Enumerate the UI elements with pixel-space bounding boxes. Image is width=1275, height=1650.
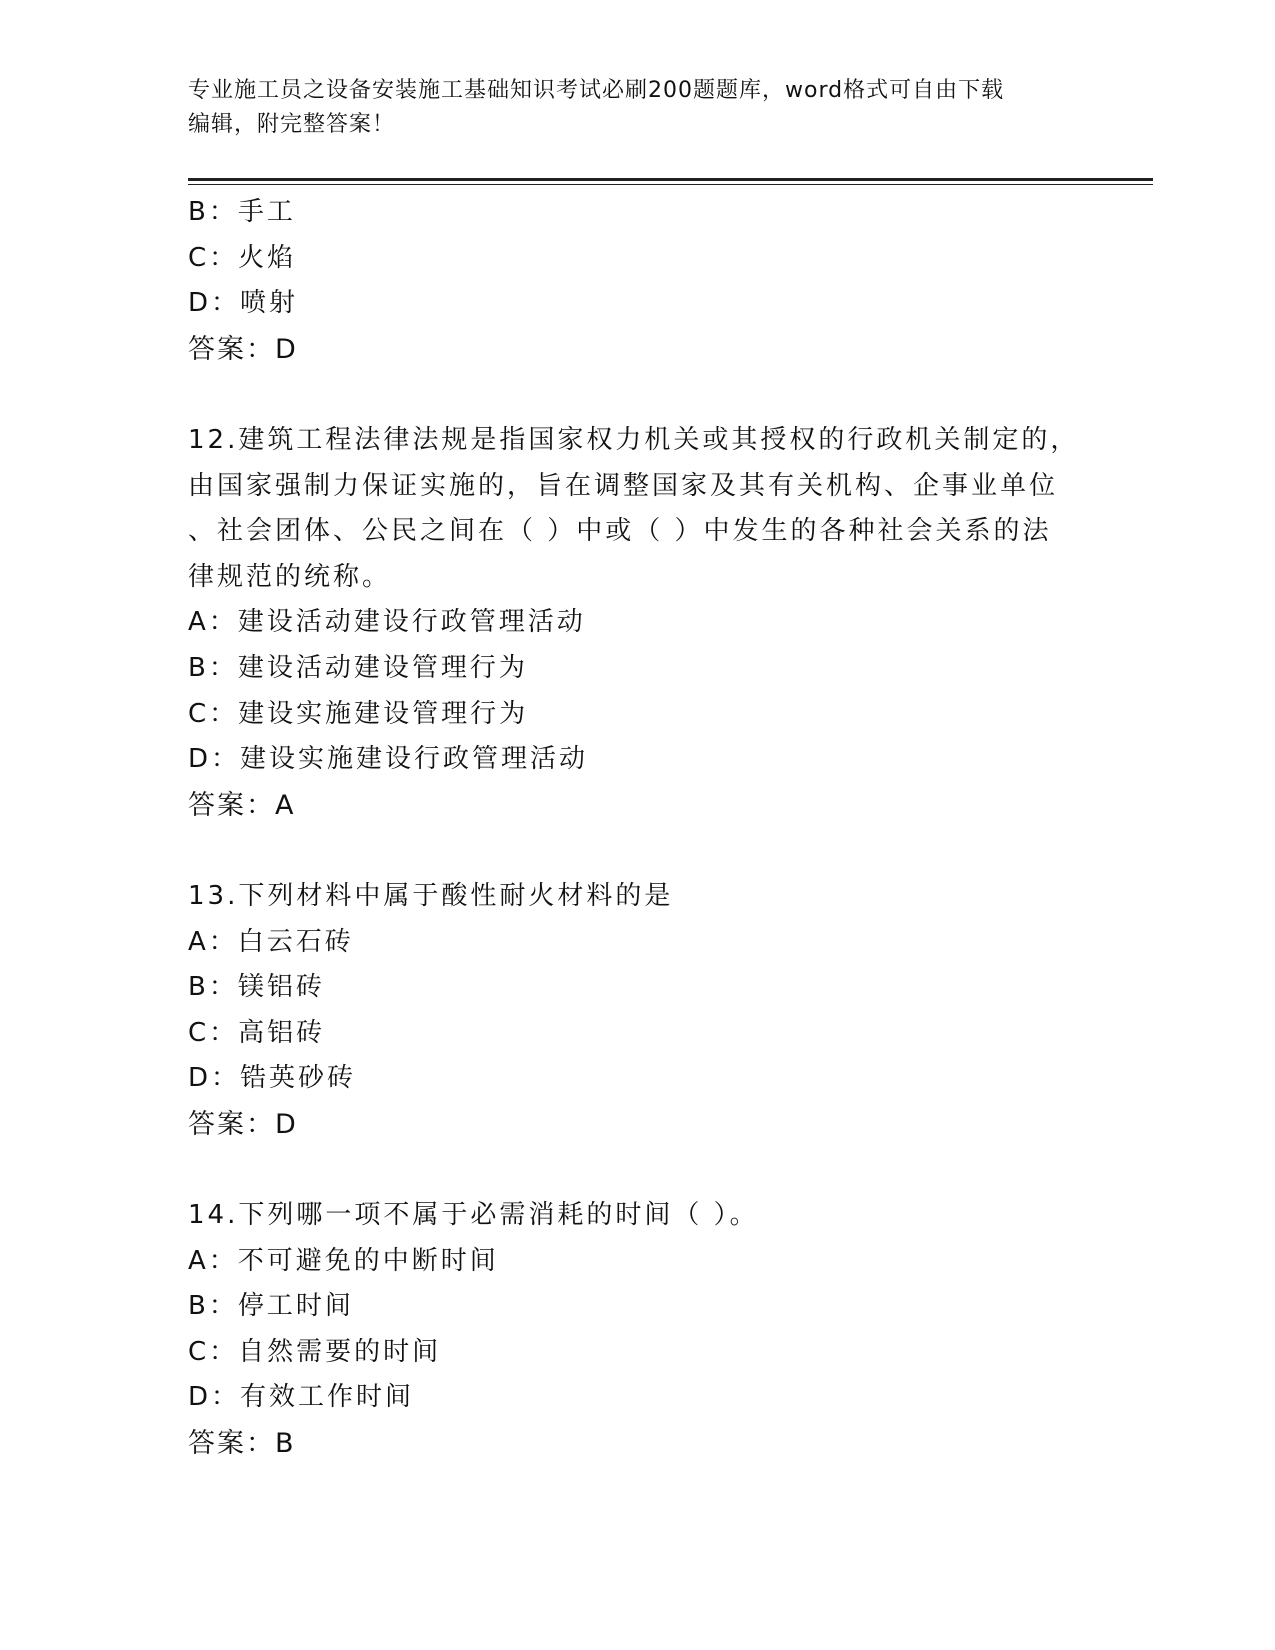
option-d: D：有效工作时间	[188, 1382, 415, 1413]
option-b: B：镁铝砖	[188, 972, 325, 1003]
question-text-line: 13.下列材料中属于酸性耐火材料的是	[188, 880, 674, 911]
option-c: C：自然需要的时间	[188, 1336, 442, 1367]
answer-line: 答案：A	[188, 789, 296, 821]
question-13	[188, 874, 1088, 1148]
option-a: A：不可避免的中断时间	[188, 1245, 499, 1276]
question-14	[188, 1193, 1088, 1467]
page-header	[188, 74, 1088, 142]
header-divider-thin	[188, 184, 1153, 185]
option-d: D：喷射	[188, 288, 299, 319]
spacer	[188, 828, 1088, 874]
question-list	[188, 190, 1088, 1467]
option-c: C：火焰	[188, 242, 297, 273]
question-stem	[188, 418, 1088, 600]
option-a: A：白云石砖	[188, 926, 354, 957]
question-12	[188, 418, 1088, 828]
option-c: C：高铝砖	[188, 1017, 326, 1048]
option-a: A：建设活动建设行政管理活动	[188, 607, 586, 638]
header-divider-thick	[188, 178, 1153, 181]
answer-line: 答案：B	[188, 1428, 296, 1460]
answer-line: 答案：D	[188, 1108, 298, 1140]
option-c: C：建设实施建设管理行为	[188, 698, 529, 729]
question-text-line: 12.建筑工程法律法规是指国家权力机关或其授权的行政机关制定的，	[188, 424, 1080, 455]
question-stem	[188, 874, 1088, 920]
answer-line: 答案：D	[188, 333, 298, 365]
question-text-line: 14.下列哪一项不属于必需消耗的时间（ ）。	[188, 1200, 759, 1231]
header-title-line-1: 专业施工员之设备安装施工基础知识考试必刷200题题库，word格式可自由下载	[188, 78, 1005, 103]
option-b: B：停工时间	[188, 1291, 354, 1322]
option-d: D：建设实施建设行政管理活动	[188, 744, 589, 775]
option-d: D：锆英砂砖	[188, 1063, 357, 1094]
previous-question-tail	[188, 190, 1088, 372]
spacer	[188, 372, 1088, 418]
header-title-line-2: 编辑，附完整答案！	[188, 112, 396, 137]
option-b: B：手工	[188, 197, 296, 227]
option-b: B：建设活动建设管理行为	[188, 652, 528, 683]
question-text-line: 律规范的统称。	[188, 561, 392, 592]
spacer	[188, 1147, 1088, 1193]
question-text-line: 由国家强制力保证实施的，旨在调整国家及其有关机构、企事业单位	[188, 470, 1059, 501]
question-stem	[188, 1193, 1088, 1239]
question-text-line: 、社会团体、公民之间在（ ）中或（ ）中发生的各种社会关系的法	[188, 516, 1052, 547]
